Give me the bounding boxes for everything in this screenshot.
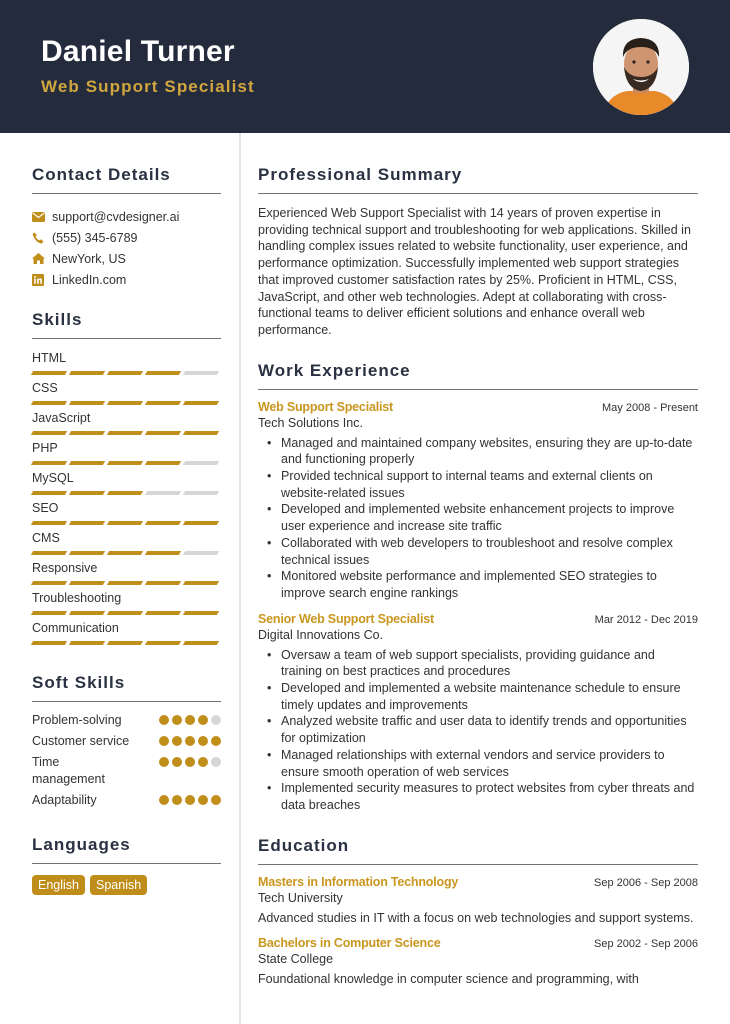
rating-bar-segment <box>183 371 219 375</box>
section-heading: Professional Summary <box>258 165 698 194</box>
skill-rating <box>32 487 221 499</box>
degree-title: Masters in Information Technology <box>258 874 459 889</box>
skill-item <box>32 409 221 439</box>
job-bullet: • Provided technical support to internal teams and external clients on website-related issues <box>258 468 698 501</box>
education-dates: Sep 2002 - Sep 2006 <box>594 938 698 951</box>
rating-bar-segment <box>183 401 219 405</box>
rating-bar-segment <box>107 611 143 615</box>
job-bullet: • Implemented security measures to protect websites from cyber threats and data breaches <box>258 780 698 813</box>
rating-bar-segment <box>145 371 181 375</box>
rating-bar-segment <box>69 581 105 585</box>
skill-item <box>32 349 221 379</box>
skill-rating <box>32 577 221 589</box>
rating-bar-segment <box>145 581 181 585</box>
skill-name: PHP <box>32 441 58 455</box>
skill-name: Communication <box>32 621 119 635</box>
rating-bar-segment <box>31 371 67 375</box>
education-header <box>258 875 698 889</box>
rating-dot <box>185 795 195 805</box>
skill-rating <box>32 517 221 529</box>
rating-dot <box>159 736 169 746</box>
experience-section <box>258 361 698 814</box>
rating-bar-segment <box>145 611 181 615</box>
contact-linkedin[interactable] <box>32 269 221 290</box>
contact-location-text: NewYork, US <box>52 251 126 266</box>
rating-bar-segment <box>69 401 105 405</box>
school-name: State College <box>258 952 334 967</box>
education-dates: Sep 2006 - Sep 2008 <box>594 876 698 889</box>
skill-item <box>32 529 221 559</box>
soft-skill-name: Customer service <box>32 734 130 748</box>
linkedin-icon <box>32 274 52 286</box>
job-bullets <box>258 647 698 814</box>
rating-bar-segment <box>145 641 181 645</box>
rating-dot <box>211 715 221 725</box>
skill-item <box>32 619 221 649</box>
rating-dot <box>198 715 208 725</box>
skill-rating <box>32 367 221 379</box>
rating-dot <box>159 715 169 725</box>
summary-text: Experienced Web Support Specialist with 14 years of proven expertise in providing technical support and troubleshooting for web applications. Skilled in handling complex issues related to website functionality, user experience, and performance optimization. Successfully implemented web support strategies that improved customer satisfaction rates by 25%. Proficient in HTML, CSS, JavaScript, and other web technologies. Adept at collaborating with cross-functional teams to deliver efficient solutions and enhance overall web performance. <box>258 206 691 337</box>
contact-phone-text: (555) 345-6789 <box>52 230 138 245</box>
envelope-icon <box>32 212 52 222</box>
soft-skill-item <box>32 792 221 809</box>
contact-email[interactable] <box>32 206 221 227</box>
soft-skill-rating <box>159 754 221 788</box>
rating-bar-segment <box>107 461 143 465</box>
rating-bar-segment <box>69 461 105 465</box>
rating-bar-segment <box>31 491 67 495</box>
job-bullet: • Developed and implemented a website maintenance schedule to ensure timely updates and improvements <box>258 680 698 713</box>
soft-skills-section <box>32 673 221 809</box>
rating-bar-segment <box>183 551 219 555</box>
rating-dot <box>198 736 208 746</box>
job-bullet: • Managed and maintained company websites, ensuring they are up-to-date and functioning properly <box>258 435 698 468</box>
rating-dot <box>198 757 208 767</box>
skill-rating <box>32 427 221 439</box>
rating-bar-segment <box>183 461 219 465</box>
column-divider <box>239 133 241 1024</box>
school-name: Tech University <box>258 890 343 905</box>
skill-item <box>32 439 221 469</box>
rating-bar-segment <box>107 641 143 645</box>
job-bullets <box>258 435 698 602</box>
skill-name: SEO <box>32 501 59 515</box>
rating-bar-segment <box>31 581 67 585</box>
rating-bar-segment <box>107 551 143 555</box>
job-company: Digital Innovations Co. <box>258 627 384 642</box>
skill-name: CSS <box>32 381 58 395</box>
soft-skill-name: Time management <box>32 755 105 786</box>
candidate-name: Daniel Turner <box>41 35 235 68</box>
rating-bar-segment <box>145 491 181 495</box>
rating-bar-segment <box>107 521 143 525</box>
rating-bar-segment <box>183 611 219 615</box>
phone-icon <box>32 232 52 244</box>
candidate-title: Web Support Specialist <box>41 77 255 96</box>
rating-bar-segment <box>69 611 105 615</box>
education-description: Advanced studies in IT with a focus on web technologies and support systems. <box>258 910 694 925</box>
soft-skill-item <box>32 712 221 729</box>
rating-dot <box>185 715 195 725</box>
rating-bar-segment <box>107 371 143 375</box>
job-header <box>258 612 698 626</box>
job-bullet: • Oversaw a team of web support specialists, providing guidance and training on best practices and procedures <box>258 647 698 680</box>
soft-skill-rating <box>159 712 221 729</box>
sidebar <box>32 133 221 895</box>
section-heading: Soft Skills <box>32 673 221 702</box>
job-title: Senior Web Support Specialist <box>258 611 434 626</box>
rating-dot <box>211 736 221 746</box>
job-bullet: • Managed relationships with external vendors and service providers to ensure smooth operation of web services <box>258 747 698 780</box>
rating-bar-segment <box>69 431 105 435</box>
rating-bar-segment <box>69 491 105 495</box>
rating-bar-segment <box>183 641 219 645</box>
language-tag: Spanish <box>90 875 147 895</box>
rating-bar-segment <box>69 551 105 555</box>
rating-bar-segment <box>31 551 67 555</box>
skill-item <box>32 589 221 619</box>
rating-dot <box>172 736 182 746</box>
rating-bar-segment <box>145 551 181 555</box>
skill-name: JavaScript <box>32 411 91 425</box>
degree-title: Bachelors in Computer Science <box>258 936 441 951</box>
education-entry <box>258 936 698 988</box>
education-description: Foundational knowledge in computer science and programming, with <box>258 972 639 987</box>
skills-list <box>32 349 221 649</box>
job-bullet: • Analyzed website traffic and user data to identify trends and opportunities for optimization <box>258 713 698 746</box>
rating-bar-segment <box>183 521 219 525</box>
rating-dot <box>172 795 182 805</box>
job-bullet: • Monitored website performance and implemented SEO strategies to improve search engine rankings <box>258 568 698 601</box>
rating-bar-segment <box>31 431 67 435</box>
home-icon <box>32 253 52 264</box>
rating-dot <box>198 795 208 805</box>
job-company: Tech Solutions Inc. <box>258 415 363 430</box>
skills-section <box>32 310 221 649</box>
rating-dot <box>159 795 169 805</box>
rating-bar-segment <box>183 581 219 585</box>
skill-item <box>32 499 221 529</box>
job-entry <box>258 400 698 602</box>
rating-bar-segment <box>145 431 181 435</box>
rating-bar-segment <box>183 431 219 435</box>
profile-photo <box>593 19 689 115</box>
rating-bar-segment <box>31 641 67 645</box>
rating-dot <box>185 736 195 746</box>
soft-skill-rating <box>159 733 221 750</box>
rating-dot <box>172 757 182 767</box>
rating-bar-segment <box>107 581 143 585</box>
skill-item <box>32 559 221 589</box>
section-heading: Skills <box>32 310 221 339</box>
rating-bar-segment <box>31 401 67 405</box>
rating-bar-segment <box>31 611 67 615</box>
skill-rating <box>32 637 221 649</box>
rating-bar-segment <box>31 461 67 465</box>
contact-linkedin-text: LinkedIn.com <box>52 272 127 287</box>
language-tag: English <box>32 875 85 895</box>
rating-bar-segment <box>145 401 181 405</box>
contact-email-text: support@cvdesigner.ai <box>52 209 180 224</box>
contact-list <box>32 206 221 290</box>
skill-name: Responsive <box>32 561 98 575</box>
job-dates: May 2008 - Present <box>602 401 698 414</box>
skill-item <box>32 379 221 409</box>
skill-rating <box>32 457 221 469</box>
rating-bar-segment <box>107 431 143 435</box>
person-portrait-icon <box>593 19 689 115</box>
rating-dot <box>211 795 221 805</box>
skill-name: CMS <box>32 531 60 545</box>
soft-skill-name: Adaptability <box>32 793 97 807</box>
soft-skill-item <box>32 733 221 750</box>
section-heading: Languages <box>32 835 221 864</box>
job-entry <box>258 612 698 814</box>
skill-rating <box>32 397 221 409</box>
rating-dot <box>185 757 195 767</box>
rating-bar-segment <box>145 461 181 465</box>
soft-skill-name: Problem-solving <box>32 713 122 727</box>
job-dates: Mar 2012 - Dec 2019 <box>594 613 698 626</box>
main-content <box>258 133 698 988</box>
section-heading: Education <box>258 836 698 865</box>
skill-name: HTML <box>32 351 67 365</box>
resume-header <box>0 0 730 133</box>
rating-bar-segment <box>31 521 67 525</box>
education-header <box>258 936 698 950</box>
rating-dot <box>159 757 169 767</box>
contact-section <box>32 165 221 290</box>
skill-rating <box>32 607 221 619</box>
skill-name: Troubleshooting <box>32 591 122 605</box>
rating-dot <box>211 757 221 767</box>
languages-section <box>32 835 221 895</box>
job-title: Web Support Specialist <box>258 399 393 414</box>
education-section <box>258 836 698 988</box>
job-bullet: • Collaborated with web developers to troubleshoot and resolve complex technical issues <box>258 535 698 568</box>
job-bullet: • Developed and implemented website enhancement projects to improve user experience and increase site traffic <box>258 501 698 534</box>
soft-skill-item <box>32 754 221 788</box>
section-heading: Work Experience <box>258 361 698 390</box>
rating-dot <box>172 715 182 725</box>
education-entry <box>258 875 698 927</box>
soft-skills-list <box>32 712 221 809</box>
rating-bar-segment <box>183 491 219 495</box>
rating-bar-segment <box>107 401 143 405</box>
language-tags <box>32 875 221 895</box>
rating-bar-segment <box>69 641 105 645</box>
summary-section <box>258 165 698 339</box>
rating-bar-segment <box>107 491 143 495</box>
rating-bar-segment <box>69 521 105 525</box>
skill-item <box>32 469 221 499</box>
rating-bar-segment <box>69 371 105 375</box>
soft-skill-rating <box>159 792 221 809</box>
job-header <box>258 400 698 414</box>
contact-phone[interactable] <box>32 227 221 248</box>
contact-location <box>32 248 221 269</box>
rating-bar-segment <box>145 521 181 525</box>
skill-rating <box>32 547 221 559</box>
skill-name: MySQL <box>32 471 74 485</box>
section-heading: Contact Details <box>32 165 221 194</box>
